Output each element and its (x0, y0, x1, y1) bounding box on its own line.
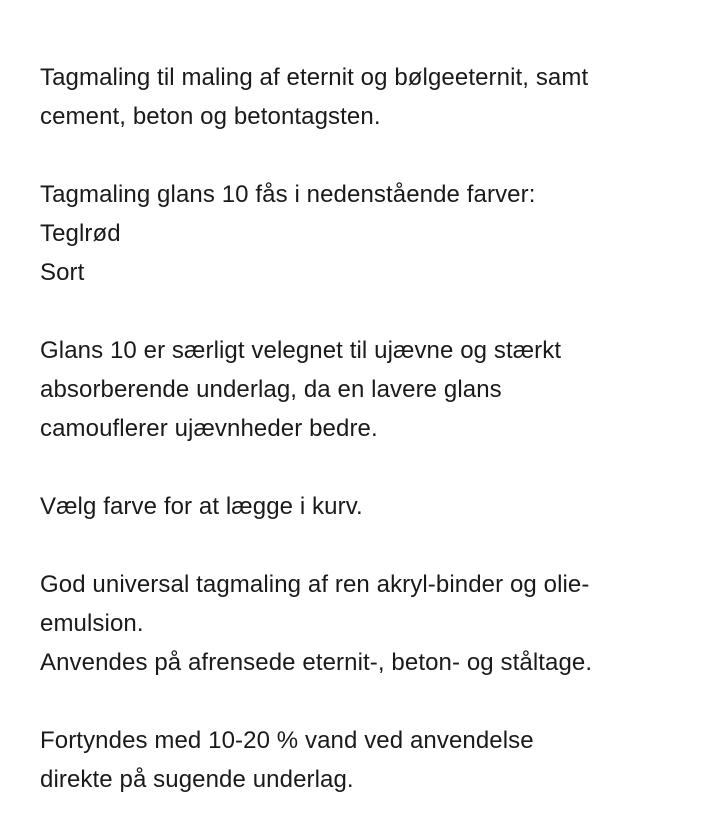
text-line: God universal tagmaling af ren akryl-binder og olie- (40, 571, 590, 598)
product-description (40, 58, 690, 799)
text-line: direkte på sugende underlag. (40, 766, 354, 793)
text-line: Fortyndes med 10-20 % vand ved anvendelse (40, 727, 534, 754)
choose-color-paragraph (40, 487, 690, 526)
colors-heading: Tagmaling glans 10 fås i nedenstående farver: (40, 181, 536, 208)
text-line: camouflerer ujævnheder bedre. (40, 415, 378, 442)
color-option-teglrod: Teglrød (40, 220, 121, 247)
color-option-sort: Sort (40, 259, 85, 286)
text-line: emulsion. (40, 610, 144, 637)
thinning-paragraph (40, 721, 690, 799)
text-line: absorberende underlag, da en lavere glans (40, 376, 502, 403)
text-line: cement, beton og betontagsten. (40, 103, 381, 130)
usage-paragraph (40, 565, 690, 682)
text-line: Glans 10 er særligt velegnet til ujævne og stærkt (40, 337, 562, 364)
colors-paragraph (40, 175, 690, 292)
intro-paragraph (40, 58, 690, 136)
text-line: Tagmaling til maling af eternit og bølgeeternit, samt (40, 64, 589, 91)
gloss-paragraph (40, 331, 690, 448)
text-line: Vælg farve for at lægge i kurv. (40, 493, 363, 520)
text-line: Anvendes på afrensede eternit-, beton- og ståltage. (40, 649, 593, 676)
